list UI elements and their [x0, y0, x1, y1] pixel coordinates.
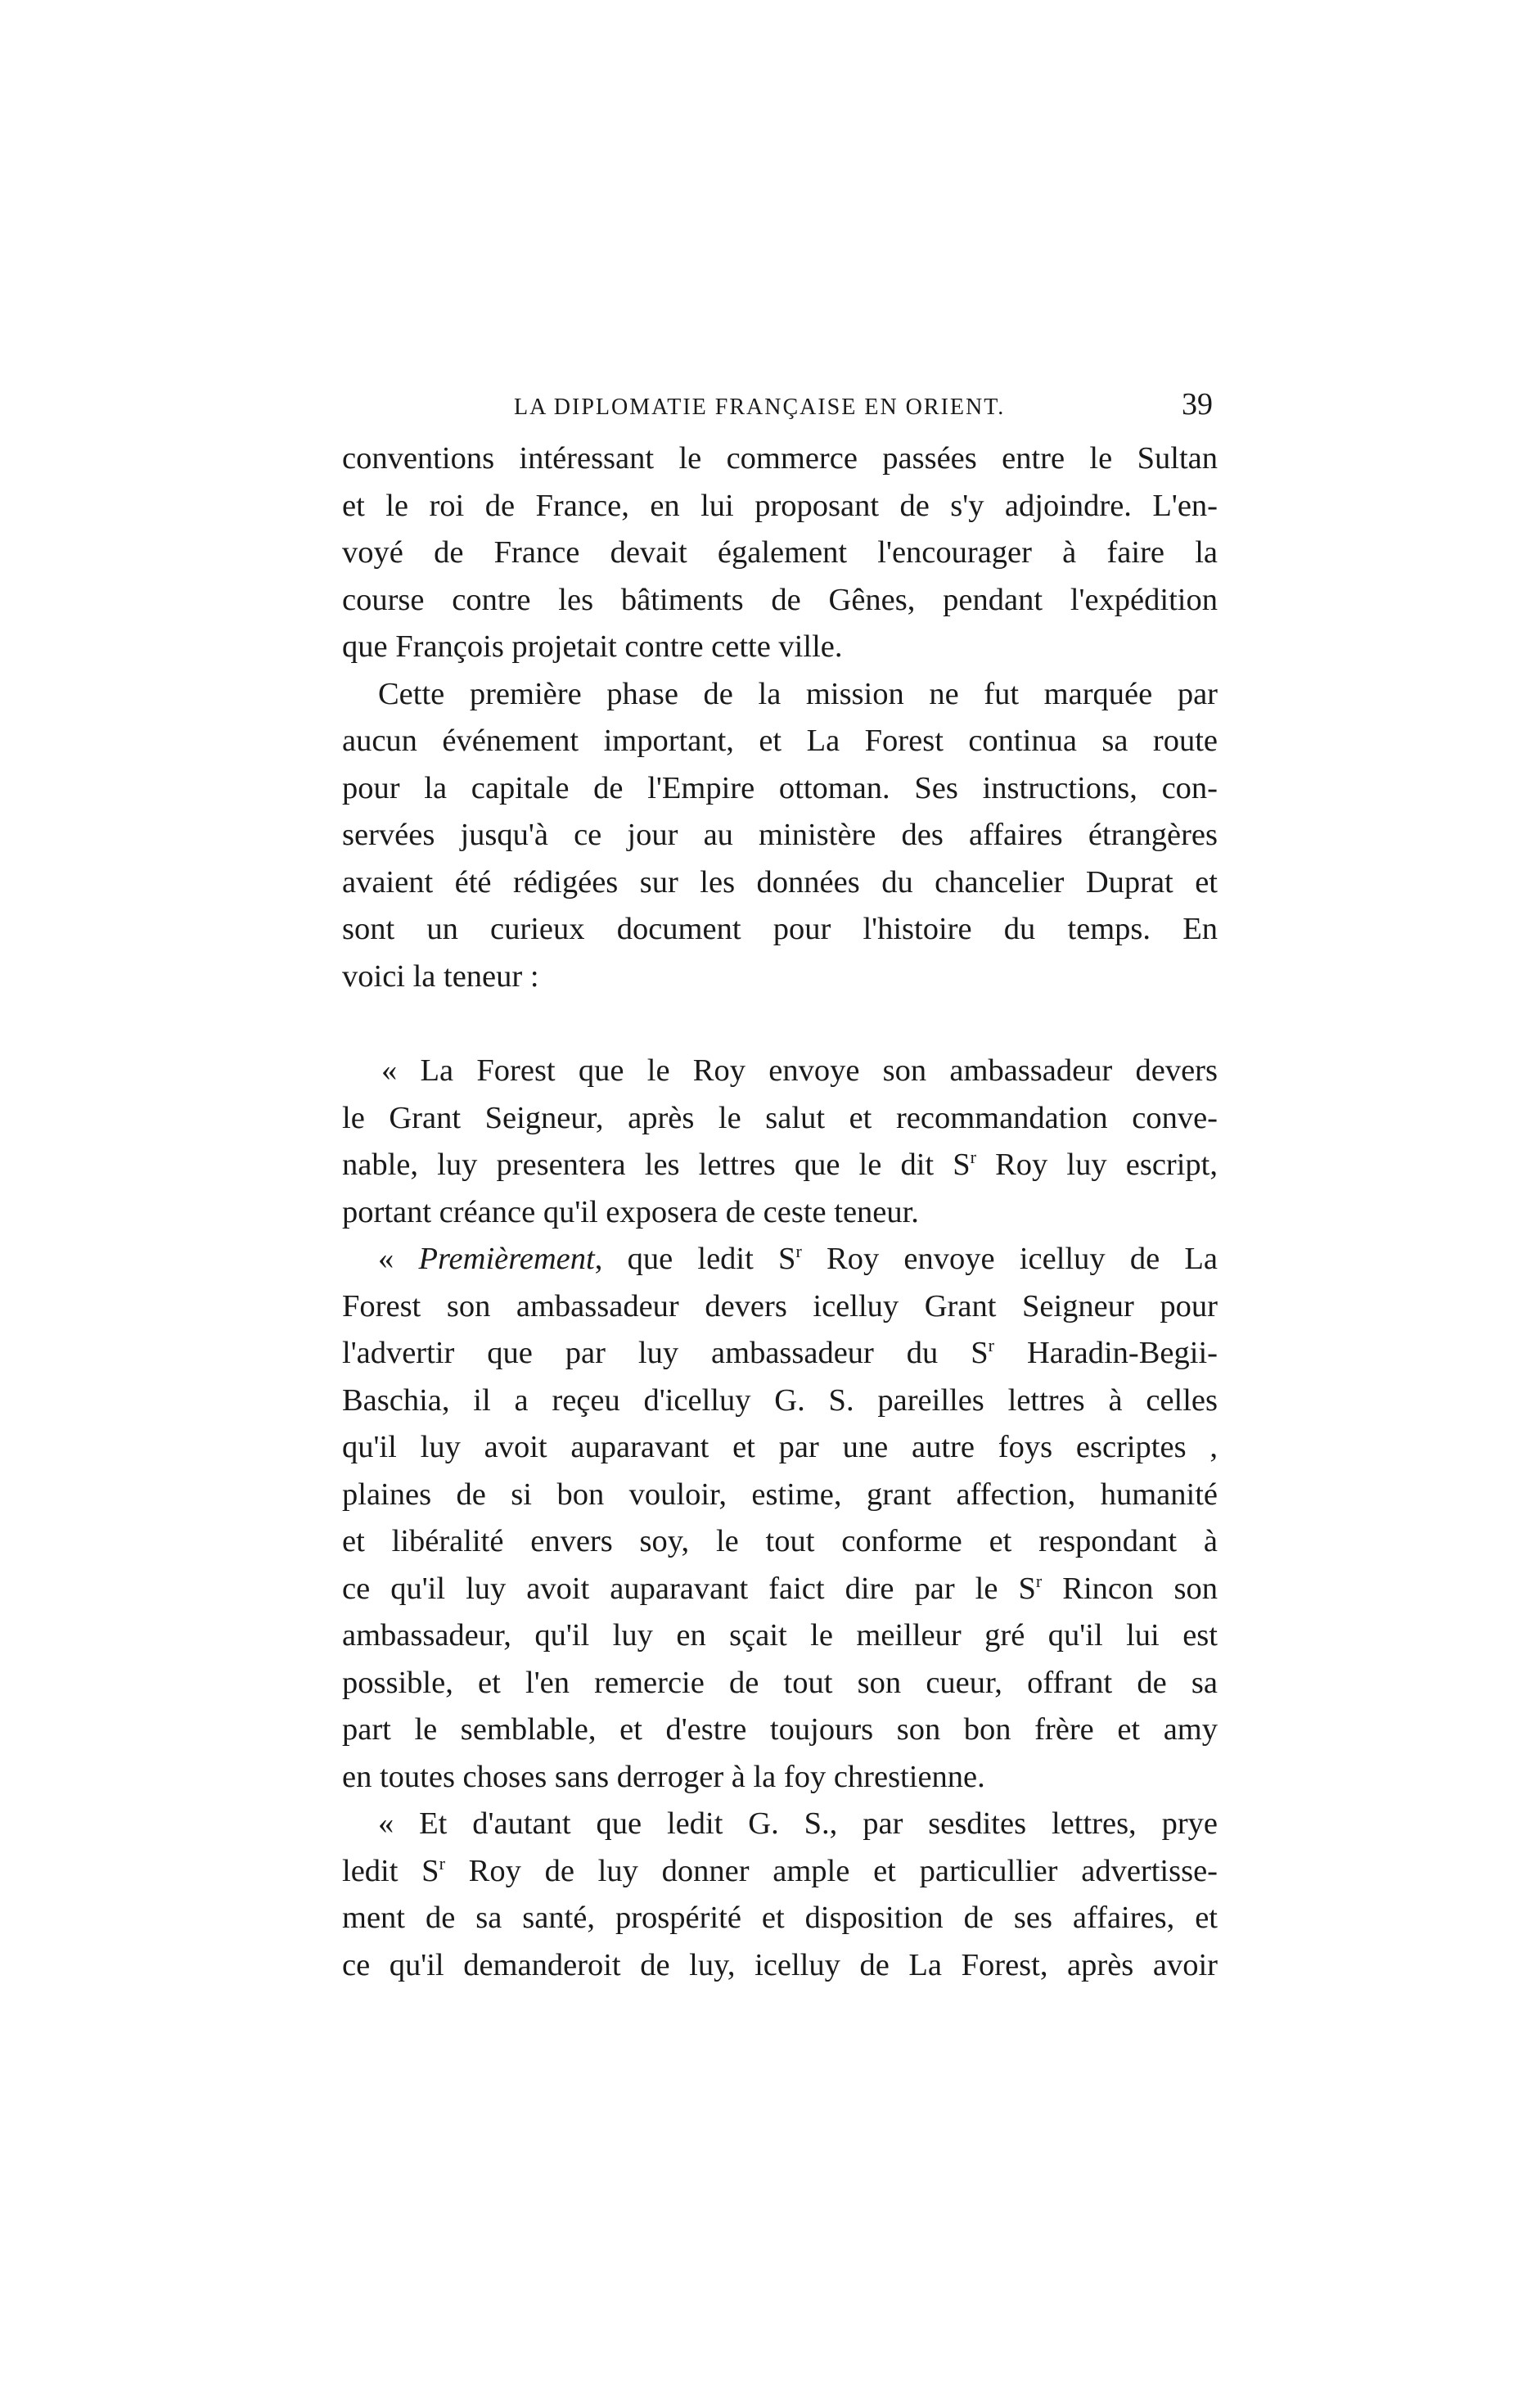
body-text: [342, 435, 1218, 1989]
text-line: et libéralité envers soy, le tout conforme et respondant à: [342, 1524, 1218, 1558]
text-line: ambassadeur, qu'il luy en sçait le meilleur gré qu'il lui est: [342, 1618, 1218, 1653]
text-line: voici la teneur :: [342, 958, 539, 994]
text-line: ce qu'il demanderoit de luy, icelluy de La Forest, après avoir: [342, 1947, 1218, 1982]
text-segment: Haradin-Begii-: [994, 1336, 1218, 1370]
text-line: [342, 1142, 1218, 1189]
text-line: Baschia, il a reçeu d'icelluy G. S. pareilles lettres à celles: [342, 1382, 1218, 1418]
page-number: 39: [1182, 387, 1213, 422]
running-header: [342, 386, 1218, 435]
text-segment: Roy envoye icelluy de La: [801, 1242, 1218, 1276]
text-line: [342, 1330, 1218, 1378]
text-segment: ledit S: [342, 1853, 439, 1888]
text-line: « Et d'autant que ledit G. S., par sesdites lettres, prye: [378, 1806, 1218, 1841]
emphasis: Premièrement: [418, 1242, 595, 1276]
text-line: avaient été rédigées sur les données du chancelier Duprat et: [342, 864, 1218, 900]
text-line: sont un curieux document pour l'histoire du temps. En: [342, 912, 1218, 946]
text-segment: l'advertir que par luy ambassadeur du S: [342, 1336, 989, 1370]
text-line: que François projetait contre cette ville.: [342, 629, 843, 664]
text-line: part le semblable, et d'estre toujours son bon frère et amy: [342, 1712, 1218, 1747]
paragraph-1: [342, 435, 1218, 671]
paragraph-2: [342, 671, 1218, 1001]
text-line: possible, et l'en remercie de tout son cueur, offrant de sa: [342, 1665, 1218, 1700]
text-segment: Rincon son: [1042, 1571, 1218, 1606]
text-line: Cette première phase de la mission ne fut marquée par: [378, 676, 1218, 711]
superscript: r: [439, 1852, 445, 1874]
quotation-3: [342, 1801, 1218, 1989]
text-line: en toutes choses sans derroger à la foy chrestienne.: [342, 1759, 985, 1794]
superscript: r: [795, 1241, 802, 1262]
text-line: pour la capitale de l'Empire ottoman. Ses instructions, con-: [342, 770, 1218, 805]
text-line: [342, 1566, 1218, 1613]
text-line: voyé de France devait également l'encourager à faire la: [342, 535, 1218, 570]
text-line: servées jusqu'à ce jour au ministère des affaires étrangères: [342, 818, 1218, 852]
text-line: Forest son ambassadeur devers icelluy Grant Seigneur pour: [342, 1288, 1218, 1323]
text-line: conventions intéressant le commerce passées entre le Sultan: [342, 441, 1218, 476]
text-segment: Roy de luy donner ample et particullier advertisse-: [444, 1853, 1218, 1888]
quotation-1: [342, 1048, 1218, 1236]
superscript: r: [1035, 1570, 1043, 1591]
text-line: ment de sa santé, prospérité et disposition de ses affaires, et: [342, 1901, 1218, 1935]
text-segment: Roy luy escript,: [975, 1148, 1218, 1182]
text-line: aucun événement important, et La Forest continua sa route: [342, 724, 1218, 758]
text-line: et le roi de France, en lui proposant de s'y adjoindre. L'en-: [342, 488, 1218, 523]
text-line: « La Forest que le Roy envoye son ambassadeur devers: [381, 1053, 1218, 1088]
text-segment: «: [378, 1242, 419, 1276]
superscript: r: [970, 1147, 976, 1168]
text-segment: ce qu'il luy avoit auparavant faict dire par le S: [342, 1571, 1036, 1606]
text-line: course contre les bâtiments de Gênes, pendant l'expédition: [342, 582, 1218, 617]
text-line: le Grant Seigneur, après le salut et recommandation conve-: [342, 1100, 1218, 1135]
text-line: [342, 1848, 1218, 1896]
text-line: plaines de si bon vouloir, estime, grant affection, humanité: [342, 1477, 1218, 1512]
text-line: portant créance qu'il exposera de ceste teneur.: [342, 1194, 919, 1229]
book-page: [342, 386, 1218, 1989]
text-segment: nable, luy presentera les lettres que le dit S: [342, 1148, 971, 1182]
superscript: r: [988, 1335, 994, 1356]
paragraph-gap: [342, 1000, 1218, 1048]
text-line: [342, 1236, 1218, 1283]
text-line: qu'il luy avoit auparavant et par une autre foys escriptes ,: [342, 1430, 1218, 1464]
quotation-2: [342, 1236, 1218, 1801]
text-segment: , que ledit S: [594, 1242, 796, 1276]
running-title: LA DIPLOMATIE FRANÇAISE EN ORIENT.: [514, 395, 1006, 420]
